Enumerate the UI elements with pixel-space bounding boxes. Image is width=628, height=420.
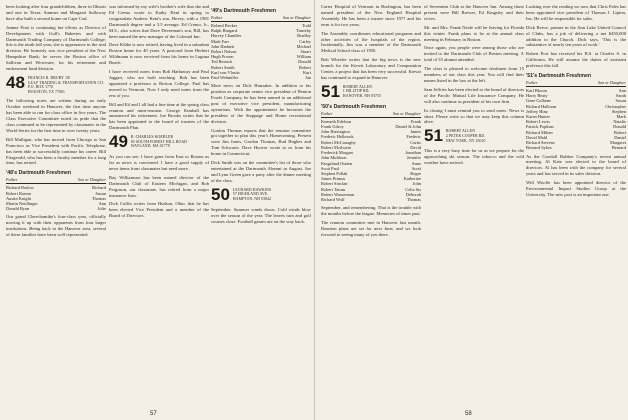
child-name: Donald [298, 59, 311, 65]
freshmen-table-body [321, 119, 421, 202]
child-name: Anne [411, 160, 421, 166]
paragraph: Once again, you people were among those who are invited to the Dartmouth Club of Boston meeting. A total of 35 alumni attended. [424, 45, 524, 63]
child-name: Sarah [616, 93, 626, 99]
child-name: Jonathan [405, 150, 421, 156]
paragraph: Dick Coffin writes from Hudson, Ohio, that he has been elected Vice President and a member of the Board of Directors. [109, 201, 209, 219]
father-name: Harvey Chandler [211, 33, 242, 39]
child-name: Ann [618, 88, 626, 94]
child-name: David [410, 144, 421, 150]
paragraph: The reunion committee met in Hanover last month. Reunion plans are set for next June, and we look forward to seeing many of you there. [321, 219, 421, 237]
child-name: Margaret [609, 140, 626, 146]
paragraph: Bill Mulligan, who has moved from Chicago to San Francisco as Vice President with Pacific Telephone, has been able to successfully continue his career. Bill Fitzgerald, who has been a faculty member for a long time, has retired. [6, 136, 106, 166]
child-name: Roger [410, 170, 421, 176]
child-name: Daniel & John [395, 124, 421, 130]
child-name: Michael [296, 43, 311, 49]
paragraph: This is a very busy time for us as we prepare for the approaching ski season. The tobacco and the cold weather have arrived. [424, 148, 524, 166]
father-name: Patrick Popkins [526, 124, 554, 130]
child-name: Ian [305, 75, 311, 81]
paragraph: been looking after four grandchildren, three in Illinois and one in Texas. Sumner and Margaret Sulloway have also built a second home on Cape Cod. [6, 4, 106, 21]
father-name: Robert Tatum [321, 186, 346, 192]
class-secretary-address: LEONARD HAWKINS 57 HIGHLAND AVE. HAMPTON, NH 03842 [232, 187, 272, 201]
left-page-column-1 [6, 4, 106, 406]
father-name: Martin Neidlinger [6, 200, 38, 206]
freshmen-table-header: Father Son or Daughter [6, 177, 106, 183]
child-name: Susan [615, 98, 626, 104]
child-name: Robert [299, 64, 311, 70]
father-name: Ralph Burgard [211, 28, 237, 34]
child-name: Frank [410, 118, 421, 124]
table-row [321, 197, 421, 202]
class-secretary-address: ROBERT ALLEN 2 PETER COOPER RD. NEW YORK, NY 10010 [445, 129, 486, 143]
child-name: Bradley [297, 33, 311, 39]
father-name: Mark Farr [211, 38, 229, 44]
father-name: John Hadnett [211, 43, 235, 49]
right-page [315, 0, 628, 420]
right-page-column-2 [424, 4, 524, 406]
father-name: Karen Hunter [526, 114, 551, 120]
paragraph: In closing I must remind you to send notes. News is short. Please write so that we may keep this column alive. [424, 107, 524, 125]
child-name: Kurt [302, 69, 311, 75]
father-name: Stephen Pollak [321, 170, 348, 176]
freshmen-table-title: '49's Dartmouth Freshmen [211, 8, 277, 14]
table-row [526, 145, 626, 150]
class-header-51b [424, 128, 524, 144]
class-number: 48 [6, 72, 25, 92]
child-name: Julie [97, 206, 106, 212]
child-name: Thomas [406, 196, 421, 202]
father-name: Richard Milner [526, 129, 553, 135]
father-name: Robert Nelson [211, 49, 237, 55]
child-name: Deborah [405, 191, 421, 197]
class-number: 50 [211, 184, 230, 204]
child-name: Susan [95, 190, 106, 196]
paragraph: Dick Smith was on the committee's list of those who entertained at the Dartmouth Alumni in August. Joe and Lynn Green gave a party after the dinner meeting of the class. [211, 160, 311, 183]
father-name: Frank Gilroy [321, 124, 344, 130]
father-name: Harry Beaty [526, 93, 548, 99]
father-name: Robert Sinclair [321, 181, 348, 187]
left-page-column-3 [211, 4, 311, 406]
father-name: Scott Paul [321, 165, 339, 171]
paragraph: More news on Dick Hunsaker. In addition to his position as corporate senior vice president of Benton Foods Company, he has been named to an additional post of executive vice president, manufacturing operations. With the appointment he becomes the president of the Stoppage and Home recreational division. [211, 83, 311, 124]
father-name: Ted Remick [211, 59, 233, 65]
child-name: Bernard [611, 145, 626, 151]
child-name: Robert [614, 129, 626, 135]
class-header-49 [109, 134, 209, 150]
freshmen-table-body [526, 88, 626, 150]
freshmen-table-title: '50's Dartmouth Freshmen [321, 103, 387, 110]
paragraph: Gordon Thomas reports that the reunion committee got together to plan this year's Homecoming. Present were Jim Jones, Gordon Thomas, Bud Hughes and Tom Schwartz. Dave Hoover wrote to us from his home in Connecticut. [211, 127, 311, 157]
class-header-50 [211, 184, 311, 204]
paragraph: September, and remembering. That is the trouble with the months before the league. Memories of times past. [321, 205, 421, 217]
child-name: Christopher [605, 103, 626, 109]
father-name: Robert Wasserman [321, 191, 355, 197]
page-number: 58 [465, 411, 472, 417]
paragraph: Dave Kibbe is now retired, having lived in a suburban Boston home for 40 years. A postcard from Herbert Wildmann is now received from his home in Laguna Beach. [109, 42, 209, 66]
father-name: Richard Wolf [321, 196, 345, 202]
father-name: Frederic Holbrook [321, 134, 354, 140]
father-name: Robert Mcilwain [321, 144, 351, 150]
class-number: 49 [109, 132, 128, 152]
paragraph: As you can see, I have gone from East to Boston as far as news is concerned. I have a good supply of news items from classmates but need more. [109, 154, 209, 171]
child-name: Thomas [91, 195, 106, 201]
paragraph: Bob Wheeler writes that the big news is the new branch for the Kiewit Laboratory and Computation Center, a project that has been very successful. Kiewit has continued to expand in Hanover. [321, 57, 421, 80]
freshmen-table-title: '48's Dartmouth Freshmen [6, 170, 72, 177]
table-row [6, 206, 106, 211]
father-name: Paul Wehmiller [211, 75, 239, 81]
father-name: Frederick Morgan [321, 150, 353, 156]
child-name: Daniel [614, 134, 626, 140]
father-name: Gene Culhane [526, 98, 551, 104]
paragraph: Carter Hospital of Vermont in Burlington, has been named president of the New England Hospital Assembly. He has been a trustee since 1977 and his term is for two years. [321, 4, 421, 27]
father-name: James Primus [321, 176, 346, 182]
freshmen-table-body [211, 23, 311, 80]
freshmen-table-body [6, 185, 106, 211]
paragraph: The class is pleased to welcome freshmen from 15 members of our class this year. You will find their names listed in the box at the left. [424, 66, 524, 83]
father-name: David Mohl [526, 134, 548, 140]
child-name: James [410, 129, 421, 135]
father-name: Robert Smith [211, 64, 235, 70]
paragraph: Bill and Ed and I all had a fine time at the spring class reunion and mini-reunion. George Kimball has announced his retirement. Joe Brooks writes that he has been appointed to the board of trustees of the Dartmouth Plan. [109, 101, 209, 131]
child-name: Stuart [300, 49, 311, 55]
paragraph: I have received notes from Bob Hathaway and Paul Jaggart, who are both teaching. Bob has been appointed a professor at Boston College. Paul has moved to Vermont. Now I only need notes from the rest of you. [109, 69, 209, 98]
paragraph: Dick Reece, partner in the Ann Lake United Council of Clubs, has a job of delivering a net $450,000 addition to the Church. Dick says, 'This is the substantive of nearly ten years of work.' [526, 24, 626, 48]
paragraph: The Assembly coordinates educational programs and other activities of the hospitals of the region. Incidentally, Jim was a member of the Dartmouth Medical School class of 1950. [321, 30, 421, 54]
father-name: Jeffrey Hinz [526, 108, 548, 114]
father-name: John Harrington [321, 129, 350, 135]
freshmen-table-header: Father Son or Daughter [526, 80, 626, 86]
father-name: Kingsland Outten [321, 160, 353, 166]
class-header-48 [6, 72, 106, 94]
paragraph: Looking over the reading we now that Chris Fales has been appointed vice president of Thomas J. Lipton, Inc. He will be responsible for sales. [526, 4, 626, 21]
paragraph: As the Goodall Rubber Company's recent annual meeting, Al Katz was elected to the board of directors. Al has been with the company for several years and has served in its sales division. [526, 153, 626, 177]
right-page-column-3 [526, 4, 626, 406]
father-name: Roland Becker [211, 23, 238, 28]
child-name: Carley [299, 38, 311, 44]
father-name: Bernard Sykes [526, 145, 552, 151]
child-name: Ann [98, 200, 106, 206]
table-row [211, 75, 311, 80]
paragraph: Ray Williamson has been named director of the Dartmouth Club of Eastern Michigan, and Bob Ferguson, our classmate, has retired from a major insurance firm. [109, 174, 209, 198]
father-name: Robert Barnes [6, 190, 32, 196]
paragraph: Jeanne Pratt is continuing her efforts as Director of Development with Gull's Bakeries and with Dartmouth Trading Company of Dartmouth College; this is the ninth full year; she is appearance in the trial division. He formerly was vice president of the New Hampshire Bank; he serves the Boston office of Sullivan and Worcester, for his retirement and endowment fund division. [6, 24, 106, 72]
child-name: Celia Sis [405, 186, 421, 192]
paragraph: Sam Jeffries has been elected to the board of directors of the Pacific Mutual Life Insurance Company. He will also continue as president of his own firm. [424, 86, 524, 104]
left-page-column-2 [109, 4, 209, 406]
paragraph: September. Summer winds down. Cold winds blow over the season of the year. The leaves turn and golf courses close. Football games are on the way back. [211, 206, 311, 224]
paragraph: was informed by my wife's brother's wife that she and Ed Cremo wrote to Kathy Kent in spring to congratulate Andrew Kent's son, Hovey, with a 1981 Dartmouth degree and a 3.5 average. Ed Cremo, Jr., M.S., also writes that Dave Deverman's son, Bill, has been named the new manager of the Colonial Inn. [109, 4, 209, 39]
child-name: Richard [92, 185, 106, 191]
paragraph: Robert Post has received his B.S. at Charles S. in California. He will assume the duties of assistant professor this fall. [526, 51, 626, 69]
father-name: Richard Barlow [6, 185, 34, 191]
child-name: Scott [411, 165, 421, 171]
father-name: John Muldoon [321, 155, 347, 161]
paragraph: of Seventeen Club at the Hanover Inn. Among those present were Bill Brewer, Ed Kingsley and their wives. [424, 4, 524, 21]
class-secretary-address: R. CHARLES KOEHLER 65 SOUTH FOREST HILL ROAD WAYLAND, MA 01778 [130, 135, 188, 149]
child-name: Donald [613, 124, 626, 130]
class-number: 51 [424, 126, 443, 146]
paragraph: Mr. and Mrs. Frank Neale will be leaving for Florida this winter. Frank plans to be at the annual class meeting in February in Boston. [424, 24, 524, 42]
child-name: Katherine [403, 176, 421, 182]
child-name: Frederic [406, 134, 421, 140]
right-page-column-1 [321, 4, 421, 406]
father-name: Karl Bloom [526, 88, 547, 94]
father-name: Hugh Proom [211, 54, 234, 60]
father-name: Karl von Vlasits [211, 69, 240, 75]
paragraph: Our grand Cheechamike's four-class year, officially moving it up with their opponents from four larger institutions. Being back in the Hanover area, several of these families have been well represented. [6, 214, 106, 238]
paragraph: The following notes are written during an early October weekend in Hanover, the first time anyone has been able to run for class office in five years. The Class Executive Committee noted its pride that the class continued to be represented by classmates in the World Series for the first time in over twenty years. [6, 98, 106, 133]
freshmen-table-title: '51's Dartmouth Freshmen [526, 73, 592, 80]
child-name: Natalie [613, 119, 626, 125]
freshmen-table-header: Father Son or Daughter [321, 110, 421, 116]
father-name: Austin Knight [6, 195, 32, 201]
class-secretary-address: FRANCIS R. DRURY '48 GULF TRADING & TRANSPORTATION CO. P.O. BOX 1770 HOUSTON, TX 77001 [27, 75, 105, 94]
father-name: Kenneth Edelson [321, 118, 352, 124]
child-name: William [296, 54, 311, 60]
page-number: 57 [150, 411, 157, 417]
child-name: Mark [616, 114, 626, 120]
child-name: Timothy [296, 28, 311, 34]
child-name: Todd [302, 23, 311, 28]
class-secretary-address: ROBERT ALLEN 1 HILLTOP RD. HANOVER, NH 03755 [342, 84, 382, 99]
class-number: 51 [321, 81, 340, 101]
freshmen-table-header: Father Son or Daughter [211, 15, 311, 20]
father-name: Robert McConaghy [321, 139, 356, 145]
father-name: Donald Ryan [6, 206, 30, 212]
child-name: Curtis [410, 139, 421, 145]
father-name: Richard Stevens [526, 140, 555, 146]
father-name: Robert Lewis [526, 119, 550, 125]
child-name: John [412, 181, 421, 187]
paragraph: Will Woolfe has been appointed director of the Environmental Impact Studies Group at the University. The new post is an important one. [526, 180, 626, 197]
class-header-51a [321, 81, 421, 101]
father-name: Richard Halloran [526, 103, 557, 109]
child-name: Jennifer [406, 155, 421, 161]
child-name: Stephen [611, 108, 626, 114]
